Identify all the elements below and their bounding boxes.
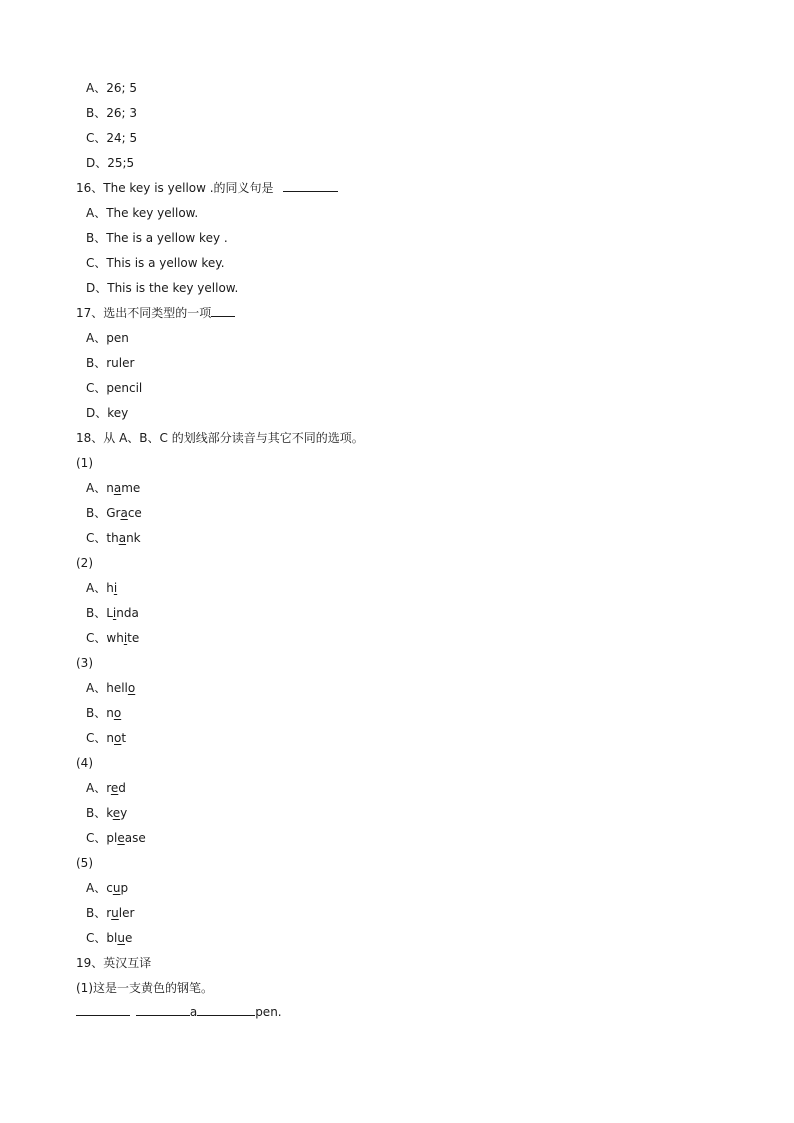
q18-g2-option-c: C、white (86, 631, 140, 645)
q19-sub1-answer-line (76, 1000, 282, 1025)
q17-option-d: D、key (86, 406, 129, 420)
q15-option-b: B、26; 3 (86, 106, 137, 120)
q17-option-c: C、pencil (86, 381, 143, 395)
q16-answer-blank[interactable] (283, 178, 338, 192)
q18-g3-option-a: A、hello (86, 681, 136, 695)
q18-group-5-number: (5) (76, 856, 93, 870)
answer-blank-3[interactable] (197, 1002, 255, 1016)
q18-g5-option-a: A、cup (86, 881, 129, 895)
q17-option-a: A、pen (86, 331, 129, 345)
underlined-letter: e (112, 806, 121, 820)
underlined-letter: o (127, 681, 136, 695)
q18-g3-option-c: C、not (86, 731, 127, 745)
q16-option-d: D、This is the key yellow. (86, 281, 239, 295)
q15-option-d: D、25;5 (86, 156, 135, 170)
underlined-letter: a (113, 481, 122, 495)
q18-group-4-number: (4) (76, 756, 93, 770)
q18-g4-option-b: B、key (86, 806, 128, 820)
q17-answer-blank[interactable] (211, 303, 235, 317)
q18-group-3-number: (3) (76, 656, 93, 670)
underlined-letter: o (114, 731, 122, 745)
q16-stem (76, 176, 338, 201)
underlined-letter: e (110, 781, 119, 795)
underlined-letter: a (118, 531, 127, 545)
q17-stem-text: 17、选出不同类型的一项 (76, 306, 212, 320)
q18-g1-option-b: B、Grace (86, 506, 142, 520)
answer-word-pen: pen. (255, 1005, 282, 1019)
q18-g1-option-c: C、thank (86, 531, 141, 545)
q16-option-a: A、The key yellow. (86, 206, 199, 220)
underlined-letter: i (112, 606, 117, 620)
underlined-letter: u (117, 931, 125, 945)
answer-blank-2[interactable] (136, 1002, 190, 1016)
q17-stem (76, 301, 235, 326)
underlined-letter: i (123, 631, 128, 645)
underlined-letter: e (117, 831, 125, 845)
underlined-letter: o (113, 706, 122, 720)
underlined-letter: u (112, 881, 121, 895)
q18-g2-option-b: B、Linda (86, 606, 139, 620)
q18-g1-option-a: A、name (86, 481, 141, 495)
q15-option-c: C、24; 5 (86, 131, 138, 145)
q18-g5-option-c: C、blue (86, 931, 133, 945)
q16-stem-text: 16、The key is yellow .的同义句是 (76, 181, 274, 195)
answer-word-a: a (189, 1005, 198, 1019)
q19-stem: 19、英汉互译 (76, 956, 152, 970)
q16-option-b: B、The is a yellow key . (86, 231, 228, 245)
q18-g3-option-b: B、no (86, 706, 122, 720)
q18-group-2-number: (2) (76, 556, 93, 570)
answer-blank-1[interactable] (76, 1002, 130, 1016)
q17-option-b: B、ruler (86, 356, 135, 370)
q18-g5-option-b: B、ruler (86, 906, 135, 920)
q18-g2-option-a: A、hi (86, 581, 118, 595)
underlined-letter: i (113, 581, 118, 595)
q18-group-1-number: (1) (76, 456, 93, 470)
q18-stem: 18、从 A、B、C 的划线部分读音与其它不同的选项。 (76, 431, 364, 445)
underlined-letter: a (120, 506, 128, 520)
q16-option-c: C、This is a yellow key. (86, 256, 225, 270)
q18-g4-option-a: A、red (86, 781, 126, 795)
q18-g4-option-c: C、please (86, 831, 146, 845)
q15-option-a: A、26; 5 (86, 81, 137, 95)
underlined-letter: u (111, 906, 119, 920)
q19-sub1-prompt: (1)这是一支黄色的钢笔。 (76, 981, 213, 995)
